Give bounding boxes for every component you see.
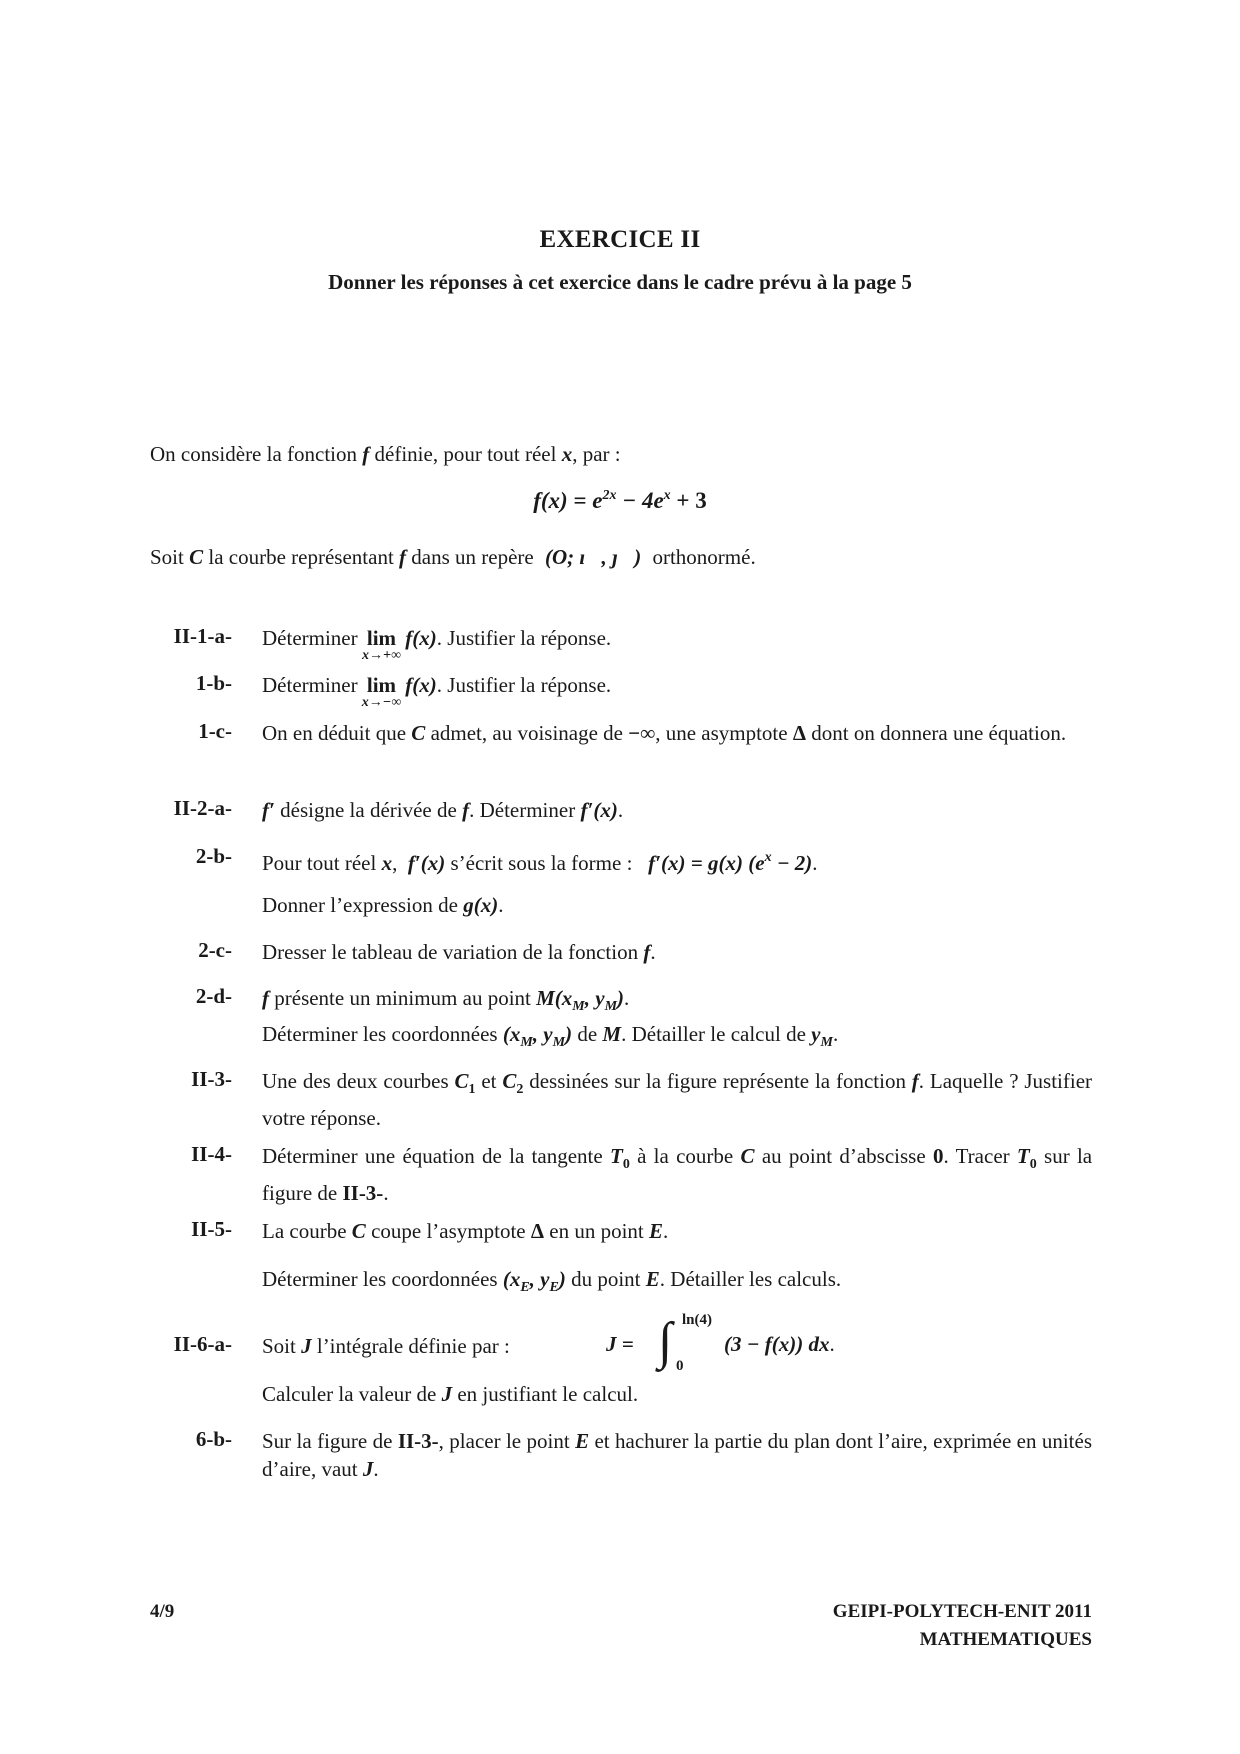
question-2d — [262, 984, 1092, 1021]
math-f: f — [399, 545, 407, 569]
question-2c — [262, 938, 1092, 966]
math-E: E — [645, 1267, 660, 1291]
math-coord: (x — [502, 1267, 521, 1291]
q-text: Déterminer — [262, 626, 358, 650]
math-expr: f(x) — [405, 626, 437, 650]
formula-part: f(x) — [533, 488, 568, 513]
math-T0: T — [1016, 1144, 1030, 1168]
math-subscript: M — [820, 1035, 833, 1050]
q-text: On en déduit que — [262, 721, 407, 745]
q-text: Calculer la valeur de — [262, 1382, 437, 1406]
question-label: II-1-a- — [173, 624, 232, 648]
math-T0: T — [609, 1144, 623, 1168]
integral-lhs: J = — [606, 1332, 634, 1356]
q-text: . — [650, 940, 656, 964]
question-label: 2-d- — [195, 984, 232, 1008]
lim-text: lim — [366, 673, 397, 697]
question-2b — [262, 844, 1092, 877]
q-text: l’intégrale définie par : — [316, 1334, 510, 1358]
q-text: de — [577, 1022, 598, 1046]
math-x: x — [381, 851, 393, 875]
question-6b — [262, 1427, 1092, 1483]
integral-formula — [606, 1312, 926, 1382]
q-text: . — [383, 1181, 389, 1205]
q-text: . — [617, 798, 624, 822]
math-zero: 0 — [932, 1144, 944, 1168]
math-subscript: M — [604, 999, 618, 1014]
math-fprime-x: f′(x) — [580, 798, 618, 822]
formula-exponent: 2x — [602, 488, 617, 503]
q-text: . — [624, 986, 630, 1010]
math-fprime: f′ — [262, 798, 275, 822]
question-5 — [262, 1217, 1092, 1245]
q-text: . Justifier la réponse. — [436, 626, 612, 650]
lim-sub: x→−∞ — [361, 695, 402, 710]
intro-text: orthonormé. — [652, 545, 756, 569]
question-1a — [262, 624, 1092, 663]
q-text: . Déterminer — [469, 798, 576, 822]
q-text: et hachurer la partie du plan dont l’aire, exprimée en unités d’aire, vaut — [262, 1429, 1093, 1481]
q-text: admet, au voisinage de — [430, 721, 623, 745]
math-coord: (x — [502, 1022, 521, 1046]
q-text: Sur la figure de — [262, 1429, 393, 1453]
q-text: au point d’abscisse — [761, 1144, 926, 1168]
formula-part: e — [592, 488, 603, 513]
q-text: . Laquelle ? Justifier votre réponse. — [262, 1069, 1093, 1130]
math-minus-infinity: −∞ — [628, 721, 656, 745]
q-text: Déterminer — [262, 673, 358, 697]
integral-upper-bound: ln(4) — [682, 1312, 712, 1328]
q-text: Déterminer une équation de la tangente — [262, 1144, 603, 1168]
integral-sign: ∫ — [658, 1313, 673, 1370]
intro-text: dans un repère — [411, 545, 534, 569]
math-fprime-x: f′(x) — [407, 851, 446, 875]
q-text: , une asymptote — [655, 721, 788, 745]
q-text: . Détailler le calcul de — [621, 1022, 806, 1046]
question-1c — [262, 719, 1092, 747]
formula-part: + 3 — [670, 488, 707, 513]
question-label: 2-c- — [198, 938, 232, 962]
q-text: du point — [571, 1267, 641, 1291]
math-f: f — [462, 798, 470, 822]
curve-definition — [150, 543, 1090, 571]
question-label: 1-c- — [198, 719, 232, 743]
math-subscript: M — [572, 999, 585, 1014]
lim-sub: x→+∞ — [361, 648, 401, 663]
intro-text: définie, pour tout réel — [374, 442, 557, 466]
q-text: présente un minimum au point — [274, 986, 531, 1010]
math-point: M(x — [536, 986, 573, 1010]
q-text: . Justifier la réponse. — [436, 673, 612, 697]
math-point: , y — [584, 986, 605, 1010]
math-subscript: E — [549, 1280, 559, 1295]
q-text: sur la figure de — [262, 1144, 1093, 1205]
q-text: . Détailler les calculs. — [659, 1267, 842, 1291]
question-2a — [262, 796, 1092, 824]
q-text: s’écrit sous la forme : — [450, 851, 633, 875]
exam-name: GEIPI-POLYTECH-ENIT 2011 — [832, 1601, 1092, 1622]
question-label: 1-b- — [195, 671, 232, 695]
math-f: f — [262, 986, 269, 1010]
intro-text: On considère la fonction — [150, 442, 358, 466]
math-point: ) — [617, 986, 625, 1010]
q-text: , — [392, 851, 398, 875]
question-6a-line2 — [262, 1380, 1092, 1408]
intro-line — [150, 440, 1090, 468]
question-5-line2 — [262, 1265, 1092, 1302]
math-E: E — [575, 1429, 590, 1453]
math-x: x — [561, 442, 573, 466]
math-f: f — [911, 1069, 919, 1093]
q-text: Pour tout réel — [262, 851, 377, 875]
page-subtitle: Donner les réponses à cet exercice dans le cadre prévu à la page 5 — [328, 270, 912, 294]
question-2d-line2 — [262, 1020, 1092, 1057]
math-coord: ) — [565, 1022, 573, 1046]
math-M: M — [602, 1022, 622, 1046]
q-text: et — [481, 1069, 497, 1093]
question-1b — [262, 671, 1092, 710]
math-coord: , y — [529, 1267, 550, 1291]
q-text: dont on donnera une équation. — [811, 721, 1067, 745]
question-4 — [262, 1142, 1092, 1207]
q-text: à la courbe — [637, 1144, 734, 1168]
math-C1: C — [454, 1069, 469, 1093]
math-J: J — [362, 1457, 374, 1481]
math-E: E — [649, 1219, 664, 1243]
math-subscript: 1 — [468, 1082, 476, 1097]
page-title: EXERCICE II — [539, 226, 701, 253]
subject-name: MATHEMATIQUES — [919, 1629, 1092, 1650]
math-C: C — [411, 721, 426, 745]
question-label: II-5- — [191, 1217, 232, 1241]
q-text: Donner l’expression de — [262, 893, 458, 917]
limit-operator — [361, 671, 402, 710]
q-text: Une des deux courbes — [262, 1069, 449, 1093]
integrand-text: (3 − f(x)) dx — [724, 1332, 830, 1356]
q-text: , placer le point — [438, 1429, 570, 1453]
formula-part: − 4e — [616, 488, 664, 513]
question-2b-line2 — [262, 891, 1092, 919]
math-frame: (O; ı⃗, ȷ⃗) — [544, 545, 642, 569]
math-J: J — [301, 1334, 312, 1358]
question-label: 2-b- — [195, 844, 232, 868]
integral-lower-bound: 0 — [676, 1358, 684, 1374]
math-y: y — [811, 1022, 821, 1046]
math-C: C — [189, 545, 204, 569]
question-label: II-6-a- — [173, 1332, 232, 1356]
q-text: . — [373, 1457, 379, 1481]
math-subscript: E — [520, 1280, 530, 1295]
math-expr: f(x) — [405, 673, 437, 697]
q-text: en justifiant le calcul. — [457, 1382, 639, 1406]
math-subscript: 0 — [1029, 1157, 1037, 1172]
q-text: désigne la dérivée de — [280, 798, 457, 822]
q-text: . Tracer — [943, 1144, 1010, 1168]
math-derivative-form: − 2) — [771, 851, 813, 875]
q-text: Déterminer les coordonnées — [262, 1267, 498, 1291]
math-J: J — [441, 1382, 453, 1406]
q-text: dessinées sur la figure représente la fonction — [529, 1069, 906, 1093]
q-text: Déterminer les coordonnées — [262, 1022, 498, 1046]
question-reference: II-3- — [397, 1429, 439, 1453]
math-subscript: 2 — [516, 1082, 524, 1097]
math-C2: C — [502, 1069, 517, 1093]
math-delta: Δ — [792, 721, 806, 745]
q-text: coupe l’asymptote — [371, 1219, 526, 1243]
math-subscript: 0 — [622, 1157, 630, 1172]
q-text: . — [829, 1332, 835, 1356]
math-C: C — [740, 1144, 755, 1168]
limit-operator — [361, 624, 401, 663]
math-subscript: M — [552, 1035, 566, 1050]
q-text: en un point — [549, 1219, 644, 1243]
question-reference: II-3- — [342, 1181, 384, 1205]
q-text: . — [663, 1219, 669, 1243]
math-f: f — [362, 442, 370, 466]
math-gx: g(x) — [463, 893, 499, 917]
intro-text: , par : — [572, 442, 621, 466]
q-text: Soit — [262, 1334, 296, 1358]
q-text: . — [812, 851, 818, 875]
question-label: II-4- — [191, 1142, 232, 1166]
formula-exponent: x — [764, 850, 772, 865]
question-3 — [262, 1067, 1092, 1132]
math-coord: ) — [558, 1267, 566, 1291]
lim-text: lim — [366, 626, 397, 650]
intro-text: la courbe représentant — [208, 545, 394, 569]
math-coord: , y — [532, 1022, 553, 1046]
page-number: 4/9 — [150, 1601, 175, 1622]
intro-text: Soit — [150, 545, 184, 569]
question-label: II-3- — [191, 1067, 232, 1091]
question-label: 6-b- — [195, 1427, 232, 1451]
function-formula — [0, 488, 1240, 514]
math-f: f — [643, 940, 651, 964]
q-text: La courbe — [262, 1219, 347, 1243]
formula-exponent: x — [663, 488, 671, 503]
math-C: C — [351, 1219, 366, 1243]
math-derivative-form: f′(x) = g(x) (e — [648, 851, 765, 875]
math-subscript: M — [520, 1035, 533, 1050]
q-text: . — [832, 1022, 839, 1046]
formula-part: = — [567, 488, 593, 513]
question-label: II-2-a- — [173, 796, 232, 820]
math-delta: Δ — [530, 1219, 545, 1243]
q-text: Dresser le tableau de variation de la fonction — [262, 940, 639, 964]
q-text: . — [498, 893, 504, 917]
integrand — [724, 1332, 835, 1357]
